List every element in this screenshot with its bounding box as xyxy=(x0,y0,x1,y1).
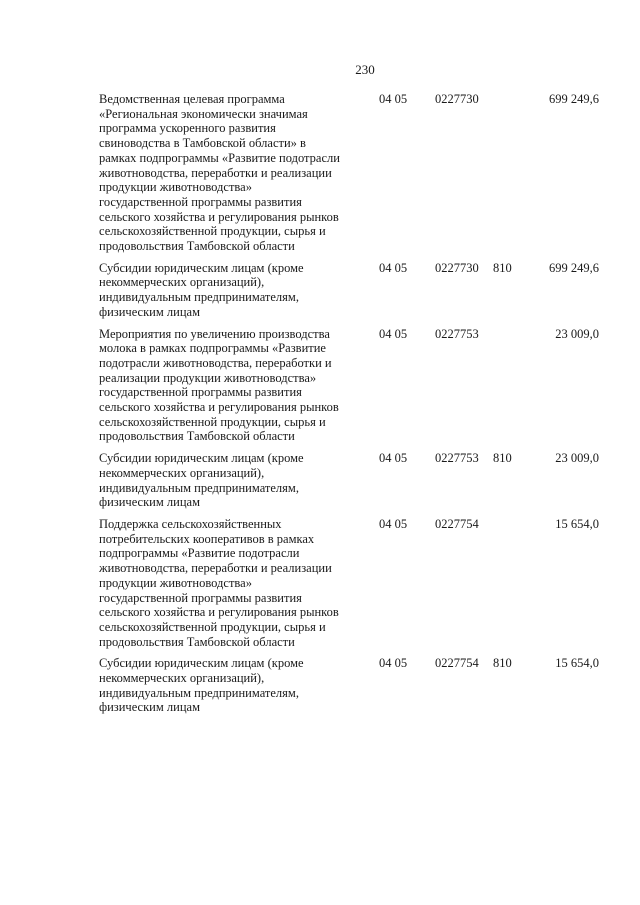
target-article-code: 0227753 xyxy=(435,451,479,466)
amount: 23 009,0 xyxy=(555,326,599,341)
row-description xyxy=(99,451,357,510)
section-code: 04 05 xyxy=(379,260,408,275)
description-line: индивидуальным предпринимателям, xyxy=(99,290,299,305)
description-line: некоммерческих организаций), xyxy=(99,671,265,686)
description-line: Поддержка сельскохозяйственных xyxy=(99,516,282,531)
description-line: Субсидии юридическим лицам (кроме xyxy=(99,260,304,275)
description-line: Субсидии юридическим лицам (кроме xyxy=(99,656,304,671)
section-code: 04 05 xyxy=(379,656,408,671)
row-description xyxy=(99,92,357,254)
description-line: продукции животноводства» xyxy=(99,180,252,195)
amount: 699 249,6 xyxy=(549,260,599,275)
target-article-code: 0227754 xyxy=(435,656,479,671)
description-line: сельскохозяйственной продукции, сырья и xyxy=(99,619,326,634)
description-line: продовольствия Тамбовской области xyxy=(99,429,295,444)
description-line: некоммерческих организаций), xyxy=(99,275,265,290)
description-line: Субсидии юридическим лицам (кроме xyxy=(99,451,304,466)
target-article-code: 0227754 xyxy=(435,516,479,531)
description-line: животноводства, переработки и реализации xyxy=(99,561,332,576)
description-line: индивидуальным предпринимателям, xyxy=(99,480,299,495)
description-line: подотрасли животноводства, переработки и xyxy=(99,355,332,370)
description-line: подпрограммы «Развитие подотрасли xyxy=(99,546,300,561)
description-line: сельскохозяйственной продукции, сырья и xyxy=(99,224,326,239)
amount: 15 654,0 xyxy=(555,656,599,671)
amount: 23 009,0 xyxy=(555,451,599,466)
section-code: 04 05 xyxy=(379,516,408,531)
description-line: физическим лицам xyxy=(99,700,200,715)
expense-type-code: 810 xyxy=(493,656,512,671)
table-row xyxy=(0,656,640,715)
description-line: некоммерческих организаций), xyxy=(99,465,265,480)
target-article-code: 0227730 xyxy=(435,92,479,106)
table-row xyxy=(0,327,640,445)
description-line: Ведомственная целевая программа xyxy=(99,92,285,106)
section-code: 04 05 xyxy=(379,451,408,466)
description-line: реализации продукции животноводства» xyxy=(99,370,317,385)
target-article-code: 0227753 xyxy=(435,326,479,341)
description-line: продовольствия Тамбовской области xyxy=(99,634,295,649)
section-code: 04 05 xyxy=(379,92,408,106)
table-row xyxy=(0,261,640,320)
amount: 699 249,6 xyxy=(549,92,599,106)
description-line: животноводства, переработки и реализации xyxy=(99,165,332,180)
row-description xyxy=(99,656,357,715)
description-line: программа ускоренного развития xyxy=(99,121,276,136)
description-line: сельскохозяйственной продукции, сырья и xyxy=(99,414,326,429)
table-row xyxy=(0,517,640,649)
description-line: физическим лицам xyxy=(99,495,200,510)
description-line: государственной программы развития xyxy=(99,194,302,209)
description-line: физическим лицам xyxy=(99,304,200,319)
description-line: рамках подпрограммы «Развитие подотрасли xyxy=(99,150,340,165)
description-line: «Региональная экономически значимая xyxy=(99,106,308,121)
section-code: 04 05 xyxy=(379,326,408,341)
page-number: 230 xyxy=(355,62,375,77)
table-row xyxy=(0,451,640,510)
target-article-code: 0227730 xyxy=(435,260,479,275)
expense-type-code: 810 xyxy=(493,451,512,466)
description-line: свиноводства в Тамбовской области» в xyxy=(99,136,306,151)
row-description xyxy=(99,261,357,320)
table-row xyxy=(0,92,640,254)
description-line: Мероприятия по увеличению производства xyxy=(99,326,330,341)
description-line: потребительских кооперативов в рамках xyxy=(99,531,315,546)
description-line: сельского хозяйства и регулирования рынков xyxy=(99,209,339,224)
row-description xyxy=(99,517,357,649)
description-line: молока в рамках подпрограммы «Развитие xyxy=(99,341,326,356)
description-line: сельского хозяйства и регулирования рынков xyxy=(99,400,339,415)
budget-table xyxy=(0,92,640,722)
amount: 15 654,0 xyxy=(555,516,599,531)
description-line: государственной программы развития xyxy=(99,590,302,605)
description-line: сельского хозяйства и регулирования рынков xyxy=(99,605,339,620)
description-line: индивидуальным предпринимателям, xyxy=(99,685,299,700)
row-description xyxy=(99,327,357,445)
expense-type-code: 810 xyxy=(493,260,512,275)
description-line: государственной программы развития xyxy=(99,385,302,400)
description-line: продукции животноводства» xyxy=(99,575,252,590)
description-line: продовольствия Тамбовской области xyxy=(99,239,295,254)
